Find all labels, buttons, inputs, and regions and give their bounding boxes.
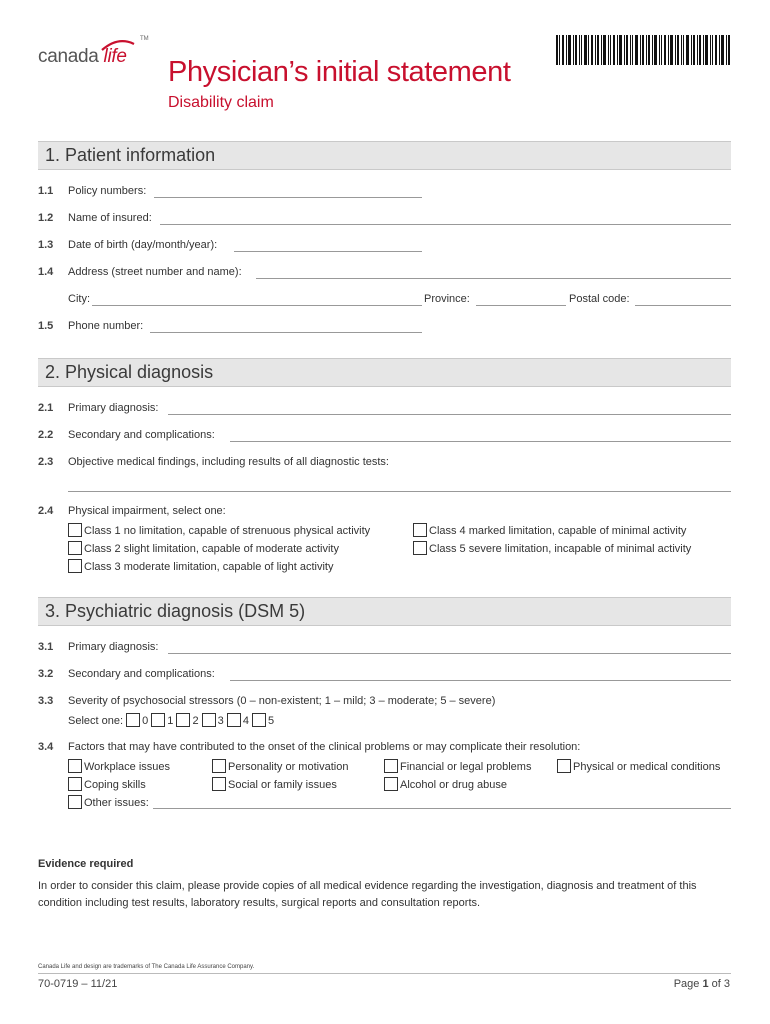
evidence-text: In order to consider this claim, please provide copies of all medical evidence regarding the investigation, diagnosis and treatment of this condition including test results, laboratory results, surgical reports and consultation reports.	[38, 880, 697, 909]
severity-1-label: 1	[167, 715, 174, 727]
class-2-checkbox[interactable]	[68, 541, 82, 555]
barcode-image	[556, 35, 730, 65]
policy-numbers-field[interactable]	[154, 197, 422, 198]
policy-numbers-row	[38, 185, 731, 201]
item-number: 1.3	[38, 239, 54, 251]
factors-label: Factors that may have contributed to the onset of the clinical problems or may complicate their resolution:	[68, 741, 581, 753]
psychiatric-primary-diagnosis-label: Primary diagnosis:	[68, 641, 159, 653]
other-issues-option[interactable]	[68, 795, 149, 811]
item-number: 3.4	[38, 741, 54, 753]
item-number: 2.2	[38, 429, 54, 441]
class-5-label: Class 5 severe limitation, incapable of minimal activity	[429, 543, 692, 555]
workplace-issues-option[interactable]	[68, 759, 170, 775]
page-subtitle: Disability claim	[168, 94, 274, 111]
severity-4-label: 4	[242, 715, 249, 727]
severity-4-checkbox[interactable]	[227, 713, 241, 727]
date-of-birth-row	[38, 239, 731, 255]
item-number: 3.3	[38, 695, 54, 707]
province-label: Province:	[424, 293, 470, 305]
section-1-header	[38, 141, 731, 170]
class-5-option[interactable]	[413, 541, 691, 557]
financial-legal-option[interactable]	[384, 759, 531, 775]
workplace-issues-checkbox[interactable]	[68, 759, 82, 773]
coping-skills-label: Coping skills	[84, 779, 146, 791]
page-title: Physician’s initial statement	[168, 56, 511, 88]
address-label: Address (street number and name):	[68, 266, 242, 278]
psychiatric-primary-diagnosis-row	[38, 641, 731, 657]
physical-impairment-row	[38, 505, 731, 521]
class-3-label: Class 3 moderate limitation, capable of light activity	[84, 561, 334, 573]
phone-number-label: Phone number:	[68, 320, 144, 332]
physical-secondary-field[interactable]	[230, 441, 731, 442]
severity-3-checkbox[interactable]	[202, 713, 216, 727]
footer-divider	[38, 973, 731, 974]
objective-findings-label: Objective medical findings, including results of all diagnostic tests:	[68, 456, 389, 468]
alcohol-drug-option[interactable]	[384, 777, 507, 793]
class-1-checkbox[interactable]	[68, 523, 82, 537]
physical-primary-diagnosis-field[interactable]	[168, 414, 731, 415]
alcohol-drug-checkbox[interactable]	[384, 777, 398, 791]
item-number: 3.2	[38, 668, 54, 680]
severity-selector	[68, 713, 274, 729]
financial-legal-checkbox[interactable]	[384, 759, 398, 773]
date-of-birth-field[interactable]	[234, 251, 422, 252]
province-field[interactable]	[476, 305, 566, 306]
other-issues-label: Other issues:	[84, 797, 149, 809]
severity-5-label: 5	[268, 715, 275, 727]
psychiatric-secondary-field[interactable]	[230, 680, 731, 681]
severity-0-checkbox[interactable]	[126, 713, 140, 727]
personality-motivation-option[interactable]	[212, 759, 348, 775]
item-number: 1.4	[38, 266, 54, 278]
severity-row	[38, 695, 731, 711]
physical-primary-diagnosis-row	[38, 402, 731, 418]
section-3-title: 3. Psychiatric diagnosis (DSM 5)	[45, 601, 306, 621]
social-family-label: Social or family issues	[228, 779, 337, 791]
trademark-notice: Canada Life and design are trademarks of The Canada Life Assurance Company.	[38, 964, 255, 970]
alcohol-drug-label: Alcohol or drug abuse	[400, 779, 508, 791]
form-number: 70-0719 – 11/21	[38, 978, 118, 990]
severity-2-checkbox[interactable]	[176, 713, 190, 727]
physical-secondary-row	[38, 429, 731, 445]
logo-text-life: life	[103, 46, 127, 67]
page-number	[674, 978, 730, 990]
phone-number-field[interactable]	[150, 332, 422, 333]
class-2-label: Class 2 slight limitation, capable of moderate activity	[84, 543, 339, 555]
address-row	[38, 266, 731, 282]
canada-life-logo	[38, 36, 150, 76]
personality-motivation-label: Personality or motivation	[228, 761, 349, 773]
objective-findings-field[interactable]	[68, 491, 731, 492]
physical-medical-checkbox[interactable]	[557, 759, 571, 773]
severity-3-label: 3	[217, 715, 224, 727]
coping-skills-checkbox[interactable]	[68, 777, 82, 791]
class-4-option[interactable]	[413, 523, 686, 539]
section-3-header	[38, 597, 731, 626]
postal-code-label: Postal code:	[569, 293, 630, 305]
name-of-insured-row	[38, 212, 731, 228]
coping-skills-option[interactable]	[68, 777, 146, 793]
name-of-insured-field[interactable]	[160, 224, 731, 225]
item-number: 3.1	[38, 641, 54, 653]
severity-label: Severity of psychosocial stressors (0 – non-existent; 1 – mild; 3 – moderate; 5 – severe)	[68, 695, 496, 707]
social-family-option[interactable]	[212, 777, 337, 793]
address-field[interactable]	[256, 278, 731, 279]
city-field[interactable]	[92, 305, 422, 306]
social-family-checkbox[interactable]	[212, 777, 226, 791]
phone-number-row	[38, 320, 731, 336]
workplace-issues-label: Workplace issues	[84, 761, 170, 773]
psychiatric-primary-diagnosis-field[interactable]	[168, 653, 731, 654]
severity-0-label: 0	[142, 715, 149, 727]
item-number: 1.2	[38, 212, 54, 224]
personality-motivation-checkbox[interactable]	[212, 759, 226, 773]
class-4-checkbox[interactable]	[413, 523, 427, 537]
other-issues-checkbox[interactable]	[68, 795, 82, 809]
objective-findings-row	[38, 456, 731, 472]
date-of-birth-label: Date of birth (day/month/year):	[68, 239, 218, 251]
severity-1-checkbox[interactable]	[151, 713, 165, 727]
city-label: City:	[68, 293, 90, 305]
severity-5-checkbox[interactable]	[252, 713, 266, 727]
item-number: 1.1	[38, 185, 54, 197]
page-suffix: of 3	[708, 978, 730, 990]
class-3-option[interactable]	[68, 559, 333, 575]
class-3-checkbox[interactable]	[68, 559, 82, 573]
physical-medical-option[interactable]	[557, 759, 720, 775]
postal-code-field[interactable]	[635, 305, 731, 306]
class-5-checkbox[interactable]	[413, 541, 427, 555]
policy-numbers-label: Policy numbers:	[68, 185, 147, 197]
financial-legal-label: Financial or legal problems	[400, 761, 532, 773]
section-2-title: 2. Physical diagnosis	[45, 362, 214, 382]
class-2-option[interactable]	[68, 541, 339, 557]
physical-secondary-label: Secondary and complications:	[68, 429, 215, 441]
physical-impairment-label: Physical impairment, select one:	[68, 505, 226, 517]
psychiatric-secondary-row	[38, 668, 731, 684]
class-1-option[interactable]	[68, 523, 370, 539]
item-number: 2.3	[38, 456, 54, 468]
psychiatric-secondary-label: Secondary and complications:	[68, 668, 215, 680]
item-number: 2.1	[38, 402, 54, 414]
evidence-title: Evidence required	[38, 858, 134, 870]
page-prefix: Page	[673, 978, 703, 990]
logo-text-canada: canada	[38, 46, 99, 67]
city-province-postal-row	[38, 293, 731, 309]
other-issues-field[interactable]	[153, 808, 731, 809]
page-current: 1	[702, 978, 709, 990]
name-of-insured-label: Name of insured:	[68, 212, 152, 224]
factors-row	[38, 741, 731, 757]
item-number: 2.4	[38, 505, 54, 517]
item-number: 1.5	[38, 320, 54, 332]
select-one-label: Select one:	[68, 715, 124, 727]
physical-medical-label: Physical or medical conditions	[573, 761, 721, 773]
class-4-label: Class 4 marked limitation, capable of minimal activity	[429, 525, 687, 537]
section-1-title: 1. Patient information	[45, 145, 216, 165]
logo-tm: TM	[140, 36, 149, 42]
class-1-label: Class 1 no limitation, capable of strenuous physical activity	[84, 525, 371, 537]
physical-primary-diagnosis-label: Primary diagnosis:	[68, 402, 159, 414]
severity-2-label: 2	[192, 715, 199, 727]
section-2-header	[38, 358, 731, 387]
